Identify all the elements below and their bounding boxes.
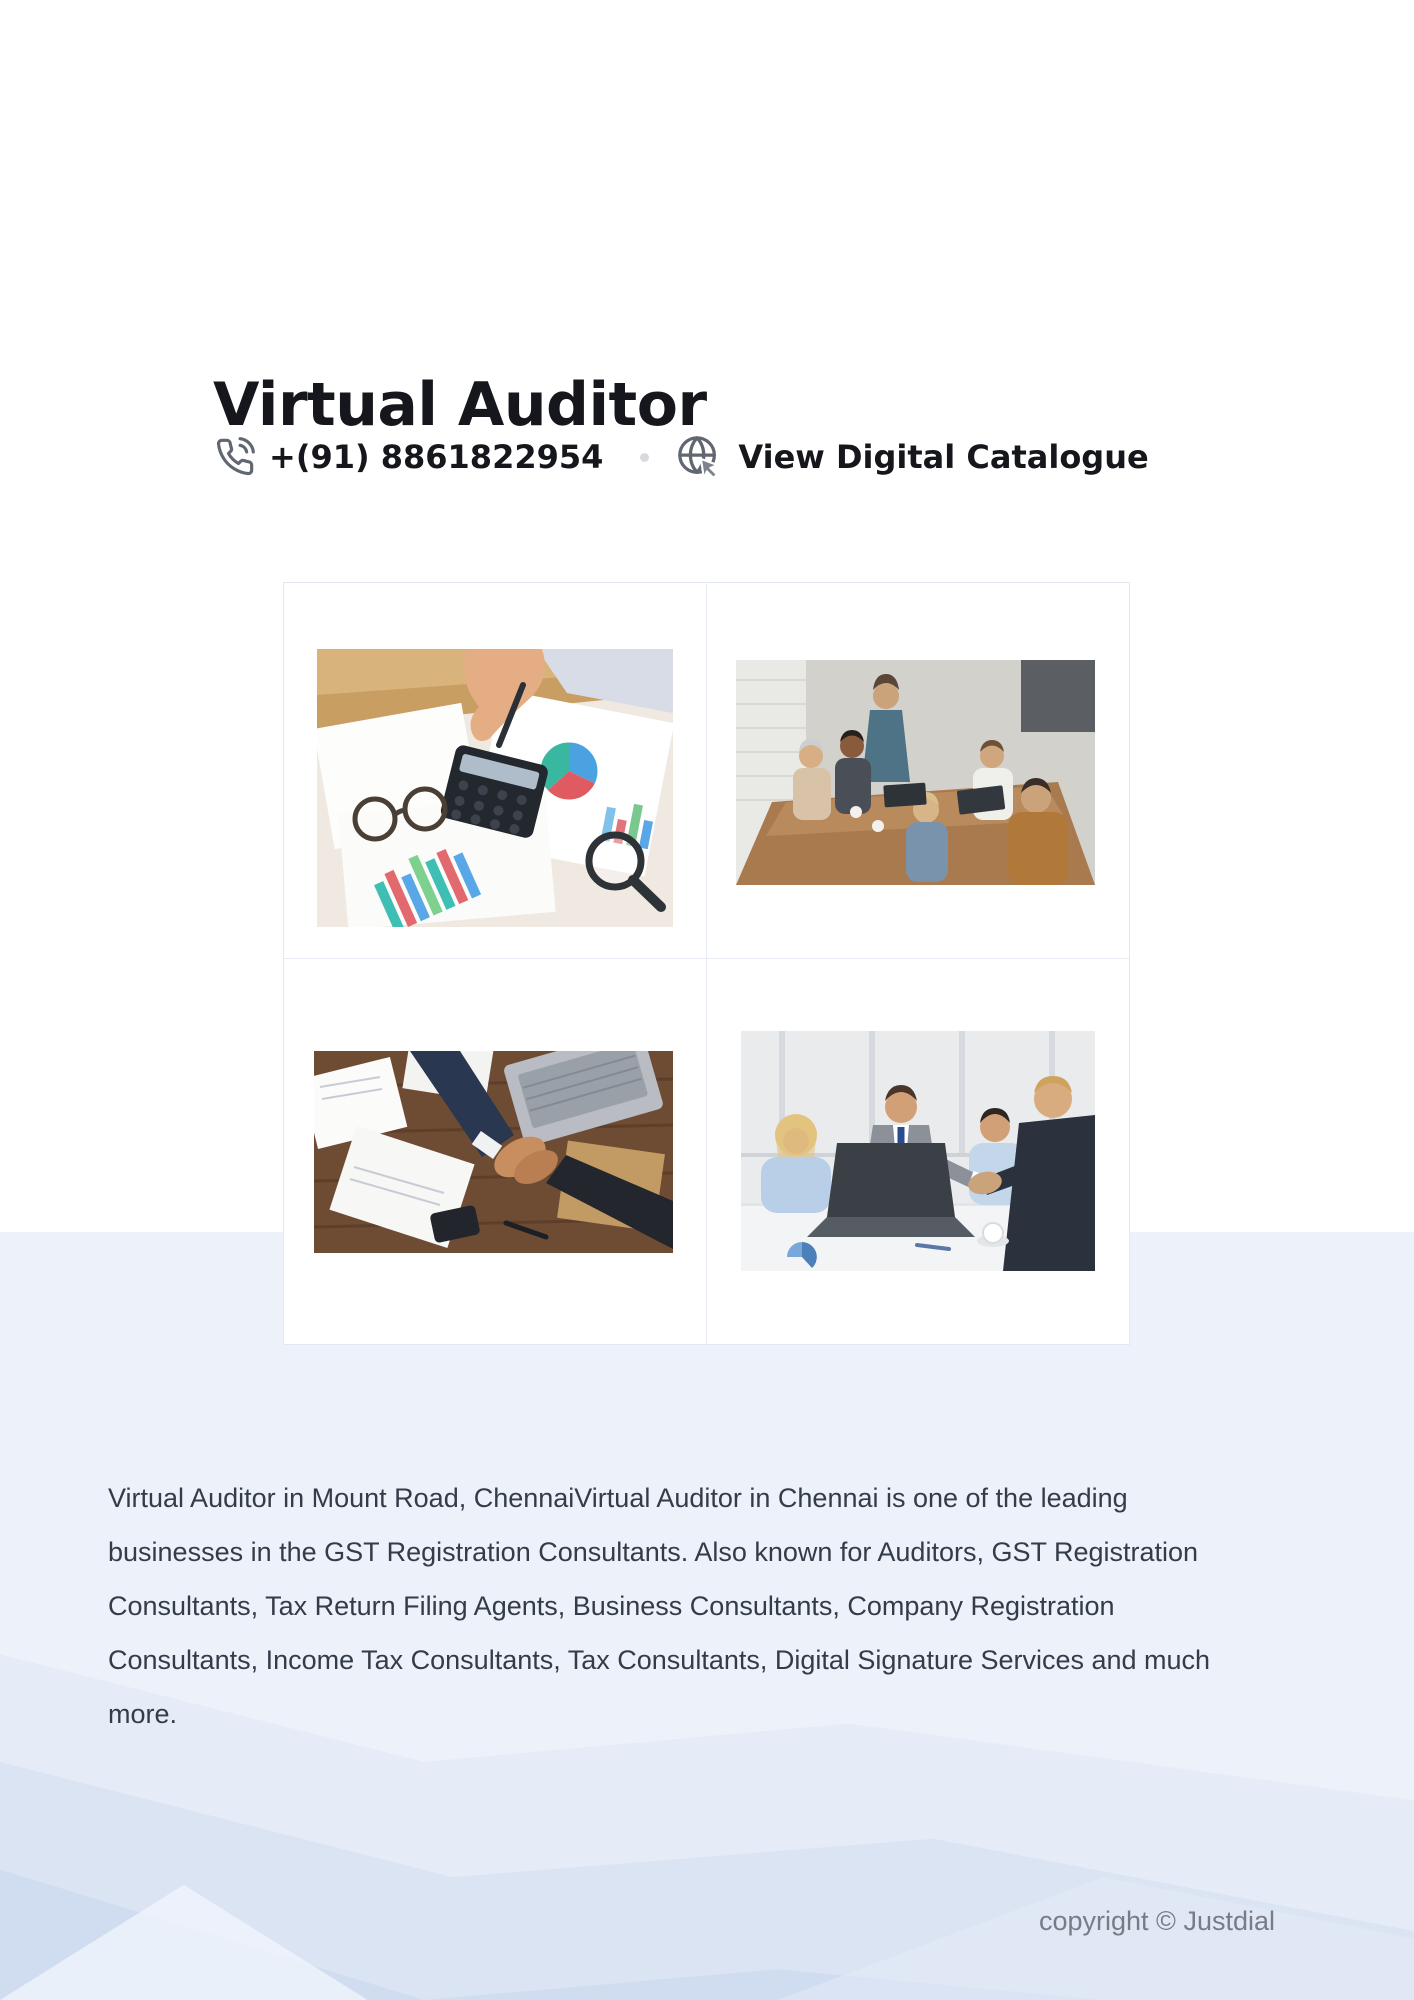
view-digital-catalogue-link[interactable] [676,434,1148,480]
gallery-item[interactable] [707,583,1129,959]
photo-gallery-card [283,582,1130,1345]
accounting-calculator-charts-photo [317,649,673,927]
dot-separator [640,453,649,462]
team-meeting-around-table-photo [736,660,1095,885]
gallery-item[interactable] [284,583,707,959]
phone-number: +(91) 8861822954 [269,438,604,476]
gallery-item[interactable] [707,959,1129,1344]
handshake-over-desk-photo [314,1051,673,1253]
phone-call-icon [215,437,255,477]
contact-row [215,430,1149,484]
globe-cursor-icon [676,434,722,480]
page-title: Virtual Auditor [213,370,707,441]
catalogue-label: View Digital Catalogue [738,438,1149,476]
copyright-text: copyright © Justdial [1039,1906,1275,1936]
phone-link[interactable] [215,437,603,477]
business-deal-meeting-photo [741,1031,1095,1271]
business-description: Virtual Auditor in Mount Road, ChennaiVirtual Auditor in Chennai is one of the leading businesses in the GST Registration Consultants. Also known for Auditors, GST Registration Consultants, Tax Return Filing Agents, Business Consultants, Company Registration Consultants, Income Tax Consultants, Tax Consultants, Digital Signature Services and much more. [108,1483,1211,1729]
gallery-item[interactable] [284,959,707,1344]
